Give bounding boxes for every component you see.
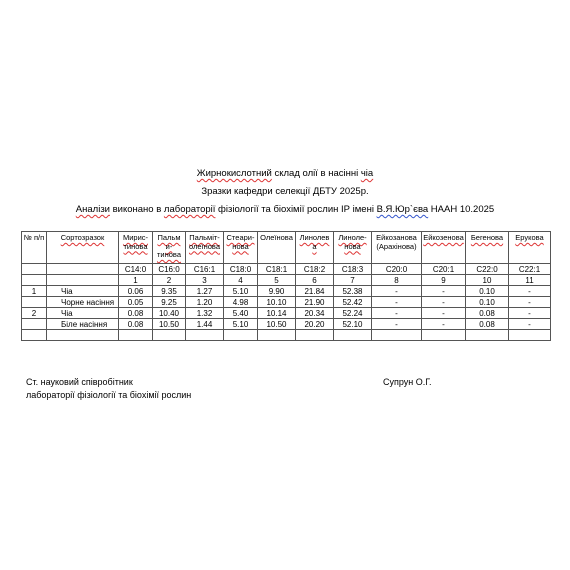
value-cell: 0.06: [119, 286, 153, 297]
variety-name-cell: Чіа: [47, 286, 119, 297]
value-cell: 0.08: [119, 308, 153, 319]
formula-cell: С18:3: [334, 264, 372, 275]
empty-cell: [334, 330, 372, 341]
value-cell: -: [372, 319, 422, 330]
column-number-cell: 7: [334, 275, 372, 286]
header-col-8: Ейкозанова (Арахінова): [372, 232, 422, 264]
header-col-5: Олеїнова: [258, 232, 296, 264]
header-col-10: Бегенова: [466, 232, 509, 264]
value-cell: -: [509, 297, 551, 308]
value-cell: 1.44: [186, 319, 224, 330]
value-cell: 52.24: [334, 308, 372, 319]
header-col-9: Ейкозенова: [422, 232, 466, 264]
document-subtitle: Зразки кафедри селекції ДБТУ 2025р.: [201, 186, 369, 197]
note-part-5: В.Я.Юр`єва: [376, 204, 429, 215]
value-cell: 21.84: [296, 286, 334, 297]
empty-cell: [296, 330, 334, 341]
value-cell: 9.90: [258, 286, 296, 297]
note-part-2: виконано в: [109, 204, 164, 215]
formula-cell: С20:0: [372, 264, 422, 275]
value-cell: -: [422, 308, 466, 319]
variety-name-cell: Чорне насіння: [47, 297, 119, 308]
value-cell: 5.10: [224, 286, 258, 297]
header-col-11: Ерукова: [509, 232, 551, 264]
value-cell: -: [372, 308, 422, 319]
empty-cell: [153, 330, 186, 341]
variety-name-cell: Чіа: [47, 308, 119, 319]
value-cell: 52.42: [334, 297, 372, 308]
column-number-cell: 6: [296, 275, 334, 286]
formula-cell: С18:2: [296, 264, 334, 275]
value-cell: -: [422, 286, 466, 297]
header-col-1: Мирис- тинова: [119, 232, 153, 264]
empty-cell: [22, 275, 47, 286]
formula-row: [22, 264, 551, 275]
value-cell: 52.10: [334, 319, 372, 330]
column-number-cell: 11: [509, 275, 551, 286]
table-row: [22, 319, 551, 330]
empty-cell: [47, 330, 119, 341]
formula-cell: С16:1: [186, 264, 224, 275]
value-cell: 0.10: [466, 297, 509, 308]
value-cell: 52.38: [334, 286, 372, 297]
value-cell: 20.20: [296, 319, 334, 330]
empty-cell: [258, 330, 296, 341]
value-cell: 0.08: [466, 319, 509, 330]
title-part-1: Жирнокислотний: [196, 168, 272, 179]
table-row: [22, 297, 551, 308]
formula-cell: С14:0: [119, 264, 153, 275]
formula-cell: С18:0: [224, 264, 258, 275]
empty-cell: [509, 330, 551, 341]
title-part-3: чіа: [360, 168, 374, 179]
value-cell: 21.90: [296, 297, 334, 308]
empty-cell: [186, 330, 224, 341]
empty-cell: [22, 264, 47, 275]
value-cell: -: [509, 319, 551, 330]
value-cell: 10.50: [258, 319, 296, 330]
value-cell: -: [509, 308, 551, 319]
column-number-cell: 10: [466, 275, 509, 286]
table-header-row: [22, 232, 551, 264]
row-number-cell: [22, 297, 47, 308]
row-number-cell: [22, 319, 47, 330]
position-line-1: Ст. науковий співробітник: [26, 377, 133, 387]
empty-cell: [422, 330, 466, 341]
formula-cell: С22:0: [466, 264, 509, 275]
position-line-2: лабораторії фізіології та біохімії рослин: [26, 390, 192, 400]
table-row-empty: [22, 330, 551, 341]
value-cell: -: [422, 319, 466, 330]
formula-cell: С20:1: [422, 264, 466, 275]
empty-cell: [466, 330, 509, 341]
analysis-note: [0, 204, 570, 216]
document-title: [0, 168, 570, 180]
value-cell: 10.40: [153, 308, 186, 319]
value-cell: 0.10: [466, 286, 509, 297]
empty-cell: [224, 330, 258, 341]
value-cell: 0.08: [119, 319, 153, 330]
row-number-cell: 2: [22, 308, 47, 319]
header-col-2: Пальм и- тинова: [153, 232, 186, 264]
formula-cell: С16:0: [153, 264, 186, 275]
formula-cell: С22:1: [509, 264, 551, 275]
empty-cell: [22, 330, 47, 341]
value-cell: 5.40: [224, 308, 258, 319]
header-col-3: Пальміт- олеїнова: [186, 232, 224, 264]
value-cell: 1.32: [186, 308, 224, 319]
column-number-cell: 5: [258, 275, 296, 286]
header-col-4: Стеари- нова: [224, 232, 258, 264]
value-cell: -: [422, 297, 466, 308]
header-col-7: Линоле- нова: [334, 232, 372, 264]
value-cell: 5.10: [224, 319, 258, 330]
header-num: № п/п: [22, 232, 47, 264]
empty-cell: [47, 275, 119, 286]
column-number-cell: 9: [422, 275, 466, 286]
value-cell: 1.20: [186, 297, 224, 308]
value-cell: 1.27: [186, 286, 224, 297]
header-variety: Сортозразок: [47, 232, 119, 264]
empty-cell: [372, 330, 422, 341]
signer-name: Супрун О.Г.: [383, 377, 432, 387]
empty-cell: [119, 330, 153, 341]
note-part-4: фізіології та біохімії рослин ІР імені: [215, 204, 377, 215]
value-cell: 20.34: [296, 308, 334, 319]
title-part-2: склад олії в насінні: [271, 168, 361, 179]
column-number-cell: 3: [186, 275, 224, 286]
value-cell: 10.50: [153, 319, 186, 330]
empty-cell: [47, 264, 119, 275]
note-part-1: Аналізи: [75, 204, 110, 215]
value-cell: 10.14: [258, 308, 296, 319]
formula-cell: С18:1: [258, 264, 296, 275]
variety-name-cell: Біле насіння: [47, 319, 119, 330]
value-cell: 0.05: [119, 297, 153, 308]
column-number-cell: 2: [153, 275, 186, 286]
value-cell: 9.35: [153, 286, 186, 297]
value-cell: -: [509, 286, 551, 297]
note-part-3: лабораторії: [163, 204, 216, 215]
value-cell: 4.98: [224, 297, 258, 308]
note-part-6: НААН 10.2025: [428, 204, 495, 215]
value-cell: -: [372, 286, 422, 297]
column-number-row: [22, 275, 551, 286]
value-cell: 9.25: [153, 297, 186, 308]
value-cell: -: [372, 297, 422, 308]
table-row: [22, 308, 551, 319]
header-col-6: Линолев а: [296, 232, 334, 264]
column-number-cell: 4: [224, 275, 258, 286]
column-number-cell: 1: [119, 275, 153, 286]
table-row: [22, 286, 551, 297]
value-cell: 10.10: [258, 297, 296, 308]
row-number-cell: 1: [22, 286, 47, 297]
value-cell: 0.08: [466, 308, 509, 319]
column-number-cell: 8: [372, 275, 422, 286]
fatty-acid-table: [21, 231, 551, 341]
